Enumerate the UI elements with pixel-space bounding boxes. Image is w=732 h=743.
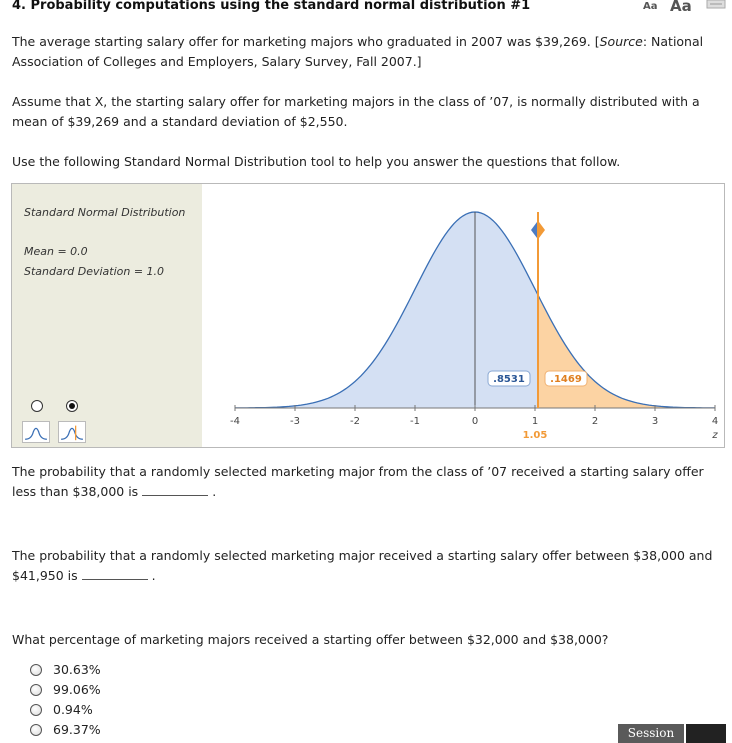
z-tick-label: 1 [531,416,539,427]
normal-distribution-tool [11,183,725,448]
q3-option-1-radio[interactable] [30,664,42,676]
split-curve-icon[interactable] [58,421,86,443]
question-2: The probability that a randomly selected marketing major received a starting salary offer between $38,000 and $41,950 is . [12,548,713,583]
answer-dropdown-2[interactable] [82,567,148,580]
sd-label: Standard Deviation = 1.0 [24,265,165,278]
mode-radio-split[interactable] [66,400,78,412]
z-tick-label: 4 [711,416,719,427]
tool-name: Standard Normal Distribution [24,206,186,219]
z-tick-label: -3 [290,416,300,427]
z-axis-label: z [712,430,718,441]
z-tick-label: -1 [410,416,420,427]
z-tick-label: -2 [350,416,360,427]
z-tick-label: 2 [591,416,599,427]
z-marker-value: 1.05 [522,430,548,441]
session-timer [686,724,726,743]
right-area-label [545,371,587,386]
question-1: The probability that a randomly selected marketing major from the class of ’07 received a starting salary offer less than $38,000 is . [12,464,704,499]
printer-icon[interactable] [706,0,726,10]
q3-option-2-radio[interactable] [30,684,42,696]
q3-option-4-radio[interactable] [30,724,42,736]
z-tick-label: 0 [471,416,479,427]
question-3: What percentage of marketing majors received a starting offer between $32,000 and $38,000? [12,632,609,647]
mode-radio-single[interactable] [31,400,43,412]
q3-option-3-radio[interactable] [30,704,42,716]
distribution-chart[interactable] [202,184,724,447]
svg-text:.8531: .8531 [493,374,525,385]
intro-paragraph-3: Use the following Standard Normal Distribution tool to help you answer the questions that follow. [12,154,621,169]
session-button[interactable]: Session [618,724,684,743]
right-area-fill [538,295,715,408]
font-size-large-button[interactable]: Aa [670,0,692,15]
mean-label: Mean = 0.0 [24,245,88,258]
z-tick-label: -4 [230,416,240,427]
page-title: 4. Probability computations using the standard normal distribution #1 [12,0,531,13]
z-tick-label: 3 [651,416,659,427]
tool-info-panel [12,184,202,447]
left-area-label [488,371,530,386]
font-size-small-button[interactable]: Aa [643,1,658,12]
svg-text:.1469: .1469 [550,374,582,385]
single-curve-icon[interactable] [22,421,50,443]
intro-paragraph-1: The average starting salary offer for marketing majors who graduated in 2007 was $39,269. [Source: National Association of Colleges and Employers, Salary Survey, Fall 2007.] [12,34,704,69]
answer-dropdown-1[interactable] [142,483,208,496]
intro-paragraph-2: Assume that X, the starting salary offer for marketing majors in the class of ’07, is normally distributed with a mean of $39,269 and a standard deviation of $2,550. [12,94,700,129]
